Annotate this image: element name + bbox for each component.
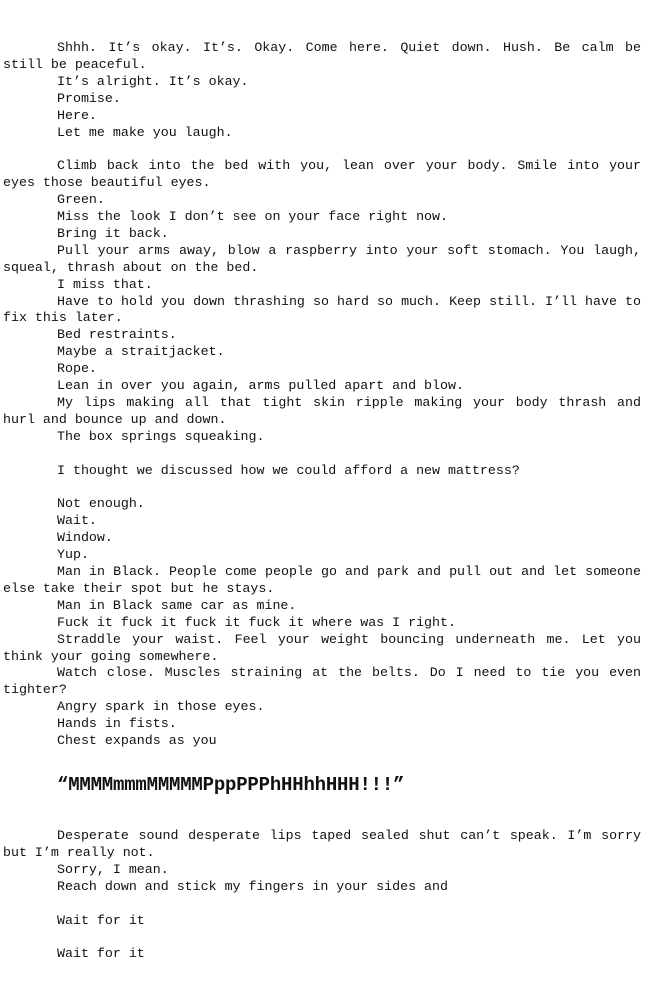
paragraph: Green. [57,192,105,208]
blank-line [3,446,641,463]
paragraph: Reach down and stick my fingers in your sides and [57,878,448,894]
paragraph: Angry spark in those eyes. [57,699,265,715]
document-page [3,40,641,963]
paragraph: The box springs squeaking. [57,428,265,444]
paragraph: Wait for it [57,912,145,928]
blank-line [3,929,641,946]
paragraph: Man in Black. People come people go and park and pull out and let someone else take their spot but he stays. [3,564,641,596]
paragraph: Shhh. It’s okay. It’s. Okay. Come here. Quiet down. Hush. Be calm be still be peaceful. [3,40,641,72]
paragraph: Maybe a straitjacket. [57,344,225,360]
paragraph: Promise. [57,90,121,106]
paragraph: I miss that. [57,276,153,292]
paragraph: Wait. [57,513,97,529]
paragraph: Not enough. [57,496,145,512]
paragraph: Watch close. Muscles straining at the belts. Do I need to tie you even tighter? [3,665,641,698]
paragraph: Bed restraints. [57,327,177,343]
paragraph: Chest expands as you [57,733,217,749]
paragraph: Miss the look I don’t see on your face right now. [57,209,448,225]
text-block-before-shout [3,40,641,750]
paragraph: Lean in over you again, arms pulled apart and blow. [57,378,464,394]
paragraph: Window. [57,530,113,546]
paragraph: I thought we discussed how we could afford a new mattress? [57,462,520,478]
shout-line: “MMMMmmmMMMMMPppPPPhHHhhHHH!!!” [57,774,405,797]
paragraph: Pull your arms away, blow a raspberry into your soft stomach. You laugh, squeal, thrash about on the bed. [3,242,641,275]
paragraph: Desperate sound desperate lips taped sealed shut can’t speak. I’m sorry but I’m really not. [3,828,641,860]
blank-line [3,896,641,913]
paragraph: Yup. [57,547,89,563]
paragraph: Have to hold you down thrashing so hard so much. Keep still. I’ll have to fix this later. [3,293,641,326]
text-block-after-shout [3,828,641,963]
paragraph: It’s alright. It’s okay. [57,73,249,89]
paragraph: My lips making all that tight skin ripple making your body thrash and hurl and bounce up and down. [3,395,641,427]
paragraph: Straddle your waist. Feel your weight bouncing underneath me. Let you think your going somewhere. [3,631,641,664]
blank-line [3,141,641,158]
paragraph: Fuck it fuck it fuck it fuck it where was I right. [57,614,456,630]
paragraph: Wait for it [57,946,145,962]
paragraph: Hands in fists. [57,716,177,732]
paragraph: Sorry, I mean. [57,861,169,877]
paragraph: Here. [57,107,97,123]
paragraph: Climb back into the bed with you, lean over your body. Smile into your eyes those beautiful eyes. [3,158,641,191]
paragraph: Bring it back. [57,225,169,241]
paragraph: Man in Black same car as mine. [57,597,297,613]
blank-line [3,480,641,497]
paragraph: Let me make you laugh. [57,124,233,140]
paragraph: Rope. [57,361,97,377]
